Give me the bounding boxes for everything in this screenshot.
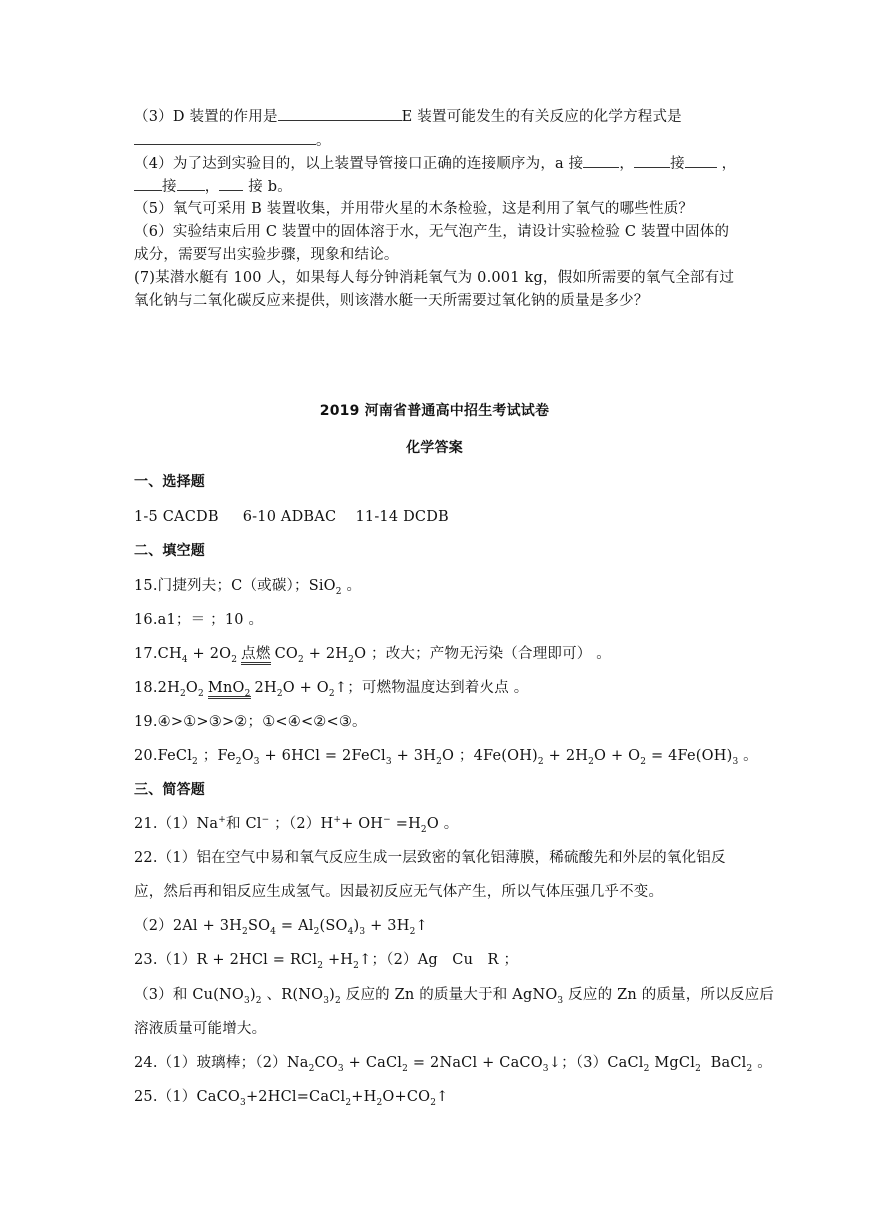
- answer-blank: [177, 176, 205, 191]
- answer-15: 15.门捷列夫；C（或碳）；SiO$_2$ 。: [134, 578, 362, 597]
- reaction-condition: MnO$_2$: [207, 680, 251, 699]
- q4-sep: ，: [204, 179, 220, 195]
- answer-blank: [278, 106, 402, 121]
- answer-blank: [634, 153, 670, 168]
- answer-24: 24.（1）玻璃棒；$(2)Na_2CO_3$ + CaCl$_2$ = 2NaCl + CaCO$_3$↓；（3）CaCl$_2$ MgCl$_2$ BaCl$_2$ 。: [134, 1055, 772, 1074]
- question-3-line-2: [134, 130, 331, 151]
- answer-22-line-3: $(2)2Al + 3H_2SO_4 = Al_2(SO_4)_3$ + $3H_2↑$: [134, 918, 428, 937]
- answer-blank: [583, 153, 619, 168]
- q4-connect: 接: [162, 179, 177, 195]
- answer-17: $17.CH_4 + 2O_2$ 点燃 $CO_2 + 2H_2O$ ；改大；产物无污染（合理即可） 。: [134, 646, 611, 665]
- question-5: （5）氧气可采用 B 装置收集，并用带火星的木条检验，这是利用了氧气的哪些性质？: [134, 201, 694, 217]
- q3-text-b: E 装置可能发生的有关反应的化学方程式是: [401, 109, 682, 125]
- q4-sep: ，: [619, 156, 635, 172]
- answer-subtitle: 化学答案: [406, 440, 463, 456]
- answer-23-line-3: 溶液质量可能增大。: [134, 1021, 267, 1037]
- answer-22-line-2: 应，然后再和铝反应生成氢气。因最初反应无气体产生，所以气体压强几乎不变。: [134, 884, 664, 900]
- answer-23-line-2: （3）和 $Cu(NO_3)_2$ 、$R(NO_3)_2$ 反应的 Zn 的质量大于和 AgNO$_3$ 反应的 Zn 的质量，所以反应后: [134, 987, 774, 1006]
- question-4-line-1: [134, 153, 736, 174]
- question-6-line-1: （6）实验结束后用 C 装置中的固体溶于水，无气泡产生，请设计实验检验 C 装置中固体的: [134, 224, 730, 240]
- section-heading-short: 三、简答题: [134, 782, 205, 798]
- answer-20: 20.FeCl$_2$ ；$Fe_2O_3 + 6HCl$ = 2FeCl$_3$ + $3H_2O$ ；$4Fe(OH)_2 + 2H_2O + O_2 = 4Fe(OH)_3$ 。: [134, 748, 758, 767]
- question-3-line-1: [134, 106, 682, 127]
- answer-23-line-1: $23.(1)R + 2HCl = RCl_2 +H_2↑$；（2）Ag Cu R ；: [134, 952, 519, 971]
- question-6-line-2: 成分，需要写出实验步骤，现象和结论。: [134, 247, 399, 263]
- answer-22-line-1: 22.（1）铝在空气中易和氧气反应生成一层致密的氧化铝薄膜，稀硫酸先和外层的氧化铝反: [134, 850, 726, 866]
- section-heading-fill: 二、填空题: [134, 543, 205, 559]
- question-7-line-2: 氧化钠与二氧化碳反应来提供，则该潜水艇一天所需要过氧化钠的质量是多少？: [134, 293, 649, 309]
- q4-sep: ，: [721, 156, 737, 172]
- answer-blank: [219, 176, 243, 191]
- answer-18: $18.2H_2O_2$ MnO$_2$ $2H_2O$ + $O_2↑$；可燃物温度达到着火点 。: [134, 680, 529, 699]
- answer-21: 21.（1）Na+和 Cl− ；$(2)H^++ OH^- =H_2O$ 。: [134, 815, 459, 835]
- section-heading-choice: 一、选择题: [134, 474, 205, 490]
- question-4-line-2: [134, 176, 292, 197]
- answer-19: 19.④>①>③>②；①<④<②<③。: [134, 714, 367, 730]
- answer-16: 16.a1；＝ ；10 。: [134, 612, 264, 628]
- answer-blank: [685, 153, 717, 168]
- question-7-line-1: (7)某潜水艇有 100 人，如果每人每分钟消耗氧气为 0.001 kg，假如所需要的氧气全部有过: [134, 270, 735, 286]
- answer-25: $25.(1)CaCO_3+2HCl=CaCl_2+H_2O+CO_2↑$: [134, 1089, 449, 1108]
- q4-text-a: （4）为了达到实验目的，以上装置导管接口正确的连接顺序为，a 接: [134, 156, 584, 172]
- answer-blank: [134, 130, 316, 145]
- answer-title: 2019 河南省普通高中招生考试试卷: [319, 403, 550, 419]
- q4-end: 接 b。: [248, 179, 292, 195]
- choice-answers: 1-5 CACDB 6-10 ADBAC 11-14 DCDB: [134, 509, 449, 525]
- q3-text-a: （3）D 装置的作用是: [134, 109, 278, 125]
- q4-connect: 接: [670, 156, 685, 172]
- answer-blank: [134, 176, 162, 191]
- q3-end: 。: [316, 133, 331, 149]
- reaction-condition: 点燃: [241, 646, 270, 665]
